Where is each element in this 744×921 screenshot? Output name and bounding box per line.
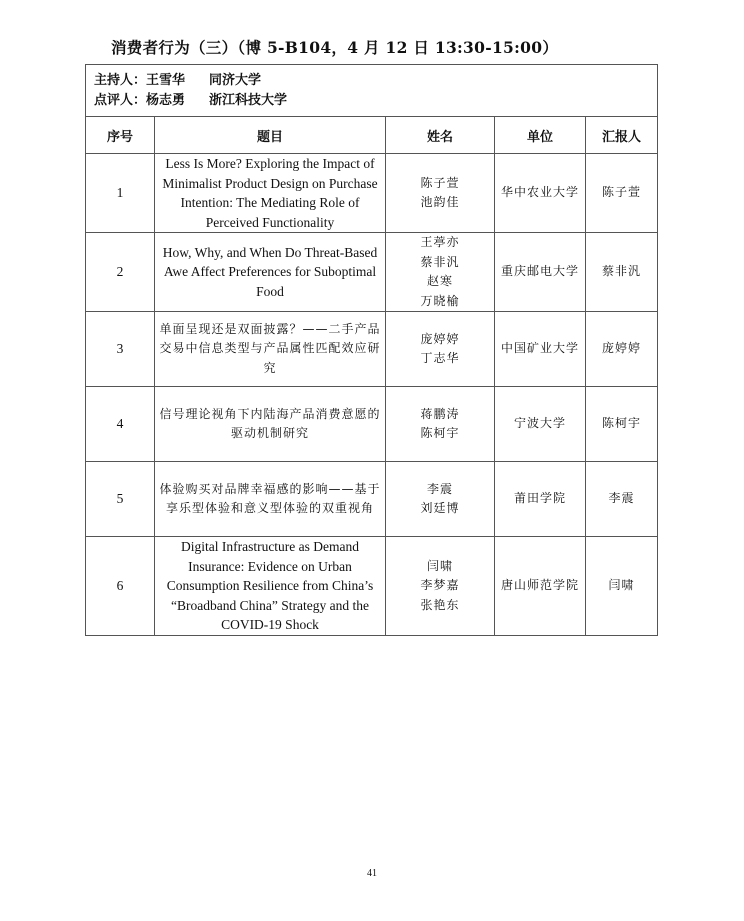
author-name: 李梦嘉 <box>420 578 460 592</box>
header-names: 姓名 <box>386 117 495 154</box>
author-name: 张艳东 <box>420 597 460 612</box>
row-unit: 宁波大学 <box>495 387 586 462</box>
row-unit: 莆田学院 <box>495 462 586 537</box>
row-names <box>386 462 495 537</box>
author-name: 庞婷婷 <box>420 331 460 346</box>
row-names <box>386 233 495 312</box>
row-reporter: 李震 <box>586 462 658 537</box>
reviewer-label: 点评人： <box>94 92 147 108</box>
schedule-table <box>85 64 658 636</box>
author-name: 陈柯宇 <box>420 426 460 440</box>
row-topic: 体验购买对品牌幸福感的影响——基于享乐型体验和意义型体验的双重视角 <box>155 462 386 537</box>
row-reporter: 陈柯宇 <box>586 387 658 462</box>
author-name: 陈子萱 <box>420 175 460 190</box>
row-names <box>386 537 495 636</box>
author-name: 刘廷博 <box>420 501 460 515</box>
author-name: 李震 <box>426 481 453 496</box>
table-row <box>86 387 658 462</box>
table-row <box>86 312 658 387</box>
author-name: 蒋鹏涛 <box>420 406 460 421</box>
row-topic: Less Is More? Exploring the Impact of Minimalist Product Design on Purchase Intention: The Mediating Role of Perceived Functionality <box>155 154 386 233</box>
author-name: 丁志华 <box>420 351 460 365</box>
row-reporter: 庞婷婷 <box>586 312 658 387</box>
table-row <box>86 537 658 636</box>
row-names <box>386 154 495 233</box>
row-unit: 重庆邮电大学 <box>495 233 586 312</box>
author-name: 王葶亦 <box>420 235 460 249</box>
row-names <box>386 312 495 387</box>
row-unit: 唐山师范学院 <box>495 537 586 636</box>
header-topic: 题目 <box>155 117 386 154</box>
author-name: 赵寒 <box>426 274 453 288</box>
table-row <box>86 462 658 537</box>
row-names <box>386 387 495 462</box>
table-row <box>86 154 658 233</box>
author-name: 池韵佳 <box>420 195 460 209</box>
row-topic: 单面呈现还是双面披露？——二手产品交易中信息类型与产品属性匹配效应研究 <box>155 312 386 387</box>
author-name: 闫啸 <box>426 558 453 573</box>
row-number: 2 <box>86 233 155 312</box>
row-reporter: 陈子萱 <box>586 154 658 233</box>
reviewer-org: 浙江科技大学 <box>209 92 288 108</box>
table-row <box>86 233 658 312</box>
row-number: 6 <box>86 537 155 636</box>
row-reporter: 蔡非汎 <box>586 233 658 312</box>
author-name: 蔡非汎 <box>420 254 460 269</box>
host-org: 同济大学 <box>209 72 262 88</box>
row-topic: How, Why, and When Do Threat-Based Awe Affect Preferences for Suboptimal Food <box>155 233 386 312</box>
header-reporter: 汇报人 <box>586 117 658 154</box>
row-number: 5 <box>86 462 155 537</box>
page-number: 41 <box>367 868 377 879</box>
row-topic: 信号理论视角下内陆海产品消费意愿的驱动机制研究 <box>155 387 386 462</box>
host-row <box>86 65 658 117</box>
header-unit: 单位 <box>495 117 586 154</box>
row-number: 4 <box>86 387 155 462</box>
reviewer-line <box>94 91 649 111</box>
row-topic: Digital Infrastructure as Demand Insurance: Evidence on Urban Consumption Resilience from China’s “Broadband China” Strategy and the COVID-19 Shock <box>155 537 386 636</box>
header-no: 序号 <box>86 117 155 154</box>
row-number: 1 <box>86 154 155 233</box>
row-reporter: 闫啸 <box>586 537 658 636</box>
header-row <box>86 117 658 154</box>
row-unit: 华中农业大学 <box>495 154 586 233</box>
host-name: 王雪华 <box>146 72 186 88</box>
row-unit: 中国矿业大学 <box>495 312 586 387</box>
reviewer-name: 杨志勇 <box>146 92 186 108</box>
host-line <box>94 71 649 91</box>
host-label: 主持人： <box>94 72 147 88</box>
row-number: 3 <box>86 312 155 387</box>
session-title: 消费者行为（三）（博 5-B104，4 月 12 日 13:30-15:00） <box>111 38 559 57</box>
host-cell <box>86 65 658 117</box>
author-name: 万晓榆 <box>420 293 460 308</box>
